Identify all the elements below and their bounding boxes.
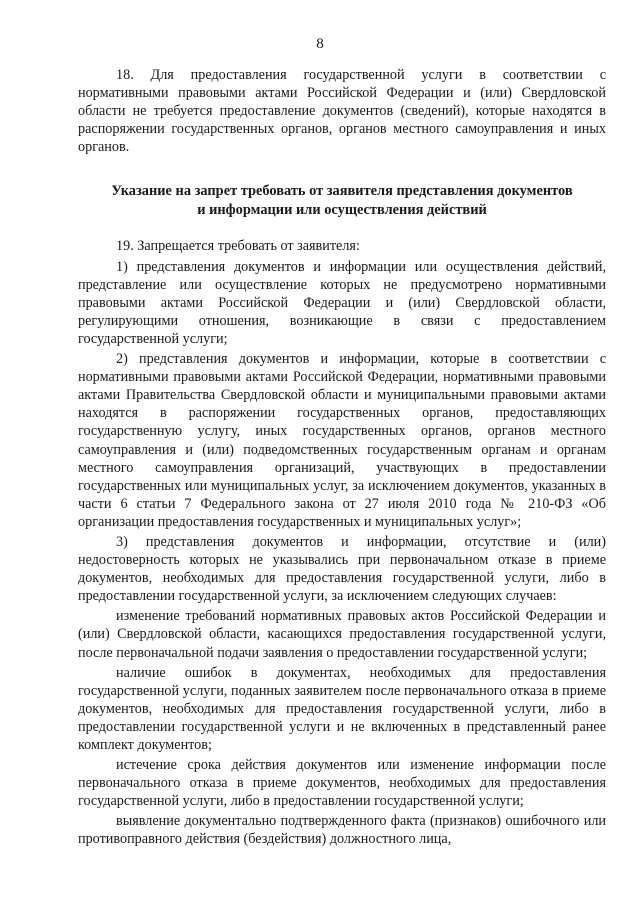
- exception-case-3: истечение срока действия документов или изменение информации после первоначального отказа в приеме документов, необходимых для предоставления государственной услуги, либо в предоставлении государственной услуги;: [78, 757, 606, 810]
- paragraph-18: 18. Для предоставления государственной услуги в соответствии с нормативными правовыми актами Российской Федерации и (или) Свердловской области не требуется предоставление документов (сведений), которые находятся в распоряжении государственных органов, органов местного самоуправления и иных органов.: [78, 67, 606, 156]
- list-item-1: 1) представления документов и информации или осуществления действий, представление или осуществление которых не предусмотрено нормативными правовыми актами Российской Федерации и (или) Свердловской области, регулирующими отношения, возникающие в связи с предоставлением государственной услуги;: [78, 258, 606, 347]
- exception-case-4: выявление документально подтвержденного факта (признаков) ошибочного или противоправного действия (бездействия) должностного лица,: [78, 813, 606, 848]
- exception-case-1: изменение требований нормативных правовых актов Российской Федерации и (или) Свердловской области, касающихся предоставления государственной услуги, после первоначальной подачи заявления о предоставлении государственной услуги;: [78, 608, 606, 661]
- document-body: [78, 66, 606, 849]
- paragraph-19-intro: 19. Запрещается требовать от заявителя:: [116, 238, 360, 255]
- section-heading: [78, 182, 606, 219]
- section-heading-line-2: и информации или осуществления действий: [197, 201, 487, 218]
- list-item-3: 3) представления документов и информации, отсутствие и (или) недостоверность которых не указывались при первоначальном отказе в приеме документов, необходимых для предоставления государственной услуги, либо в предоставлении государственной услуги, за исключением следующих случаев:: [78, 533, 606, 605]
- section-heading-line-1: Указание на запрет требовать от заявителя представления документов: [111, 183, 573, 200]
- page-number: 8: [316, 36, 324, 52]
- exception-case-2: наличие ошибок в документах, необходимых для предоставления государственной услуги, поданных заявителем после первоначального отказа в приеме документов, необходимых для предоставления государственной услуги, либо в предоставлении государственной услуги и не включенных в представленный ранее комплект документов;: [78, 664, 606, 753]
- list-item-2: 2) представления документов и информации, которые в соответствии с нормативными правовыми актами Российской Федерации, нормативными правовыми актами Правительства Свердловской области и муниципальными правовыми актами находятся в распоряжении государственных органов, предоставляющих государственную услугу, иных государственных органов, органов местного самоуправления и (или) подведомственных государственным органам и органам местного самоуправления организаций, участвующих в предоставлении государственных или муниципальных услуг, за исключением документов, указанных в части 6 статьи 7 Федерального закона от 27 июля 2010 года № 210-ФЗ «Об организации предоставления государственных и муниципальных услуг»;: [78, 351, 606, 530]
